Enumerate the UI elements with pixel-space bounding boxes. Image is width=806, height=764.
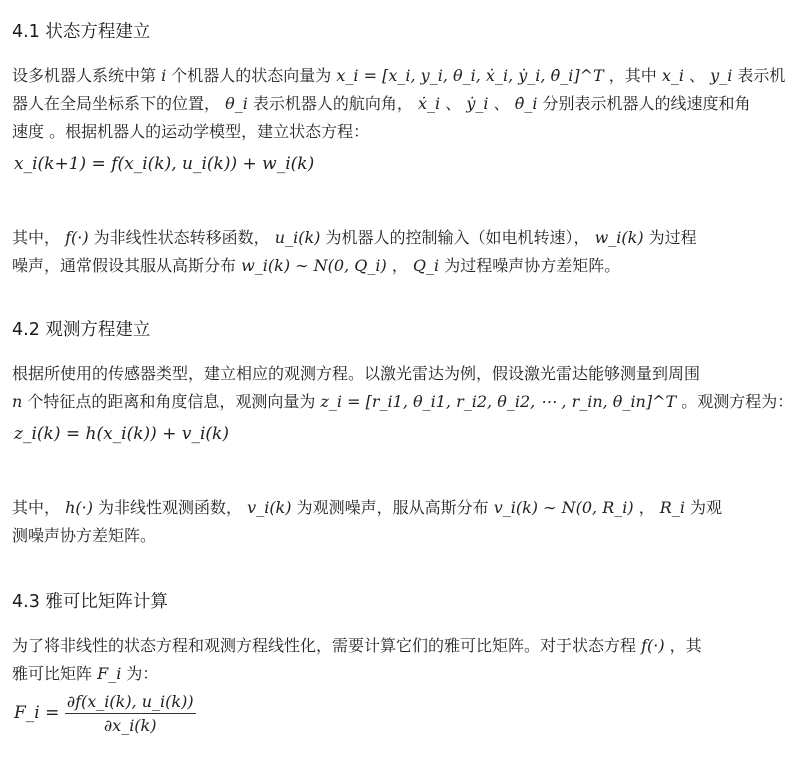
state-equation: x_i(k+1) = f(x_i(k), u_i(k)) + w_i(k) (14, 154, 315, 174)
text: 其中， (12, 498, 66, 517)
text: 其中， (12, 228, 66, 247)
text: 器人在全局坐标系下的位置， (12, 94, 226, 113)
text: 测噪声协方差矩阵。 (12, 526, 157, 545)
text: 根据所使用的传感器类型，建立相应的观测方程。以激光雷达为例，假设激光雷达能够测量到周围 (12, 364, 701, 383)
observation-equation: z_i(k) = h(x_i(k)) + v_i(k) (14, 424, 229, 444)
text: 为观 (684, 498, 723, 517)
math-inline: n (12, 392, 23, 411)
math-inline: x_i = [x_i, y_i, θ_i, ẋ_i, ẏ_i, θ̇_i]^T (336, 66, 604, 85)
math-inline: u_i(k) (274, 228, 321, 247)
fraction-denominator: ∂x_i(k) (103, 716, 157, 735)
text: 雅可比矩阵 (12, 664, 98, 683)
math-inline: z_i = [r_i1, θ_i1, r_i2, θ_i2, ⋯ , r_in, θ_in]^T (320, 392, 677, 411)
text: 为过程噪声协方差矩阵。 (439, 256, 621, 275)
math-inline: v_i(k) (247, 498, 292, 517)
text: 为观测噪声，服从高斯分布 (291, 498, 494, 517)
text: 、 (440, 94, 467, 113)
text: ， (386, 256, 413, 275)
math-inline: v_i(k) ∼ N(0, R_i) (493, 498, 634, 517)
paragraph-state-vector (12, 62, 802, 146)
text: ，其 (664, 636, 702, 655)
text: 为非线性观测函数， (92, 498, 248, 517)
text: 为过程 (643, 228, 697, 247)
math-inline: θ_i (225, 94, 248, 113)
text: 噪声，通常假设其服从高斯分布 (12, 256, 242, 275)
math-inline: F_i (97, 664, 122, 683)
section-heading-4-1: 4.1 状态方程建立 (12, 22, 151, 42)
jacobian-fraction (65, 692, 196, 735)
text: 个特征点的距离和角度信息，观测向量为 (22, 392, 321, 411)
paragraph-jacobian (12, 632, 802, 688)
math-inline: x_i (661, 66, 684, 85)
text: 分别表示机器人的线速度和角 (537, 94, 751, 113)
math-inline: h(·) (65, 498, 93, 517)
paragraph-observation-vector (12, 360, 802, 416)
math-inline: θ̇_i (514, 94, 538, 113)
text: 、 (683, 66, 711, 85)
text: ，其中 (603, 66, 662, 85)
math-inline: f(·) (641, 636, 665, 655)
fraction-numerator: ∂f(x_i(k), u_i(k)) (65, 692, 196, 714)
text: 为： (121, 664, 159, 683)
paragraph-state-explanation (12, 224, 802, 280)
math-inline: f(·) (65, 228, 89, 247)
math-inline: w_i(k) ∼ N(0, Q_i) (241, 256, 387, 275)
paragraph-observation-explanation (12, 494, 802, 550)
text: 表示机器人的航向角， (247, 94, 419, 113)
jacobian-lhs: F_i = (14, 703, 60, 723)
jacobian-equation (14, 692, 196, 735)
math-inline: w_i(k) (594, 228, 644, 247)
text: 为机器人的控制输入（如电机转速）， (320, 228, 595, 247)
math-inline: y_i (710, 66, 733, 85)
math-inline: i (161, 66, 167, 85)
section-heading-4-2: 4.2 观测方程建立 (12, 320, 151, 340)
math-inline: Q_i (412, 256, 440, 275)
text: 表示机 (732, 66, 786, 85)
math-inline: ẋ_i (418, 94, 441, 113)
text: 个机器人的状态向量为 (166, 66, 337, 85)
math-inline: R_i (659, 498, 685, 517)
text: 为了将非线性的状态方程和观测方程线性化，需要计算它们的雅可比矩阵。对于状态方程 (12, 636, 642, 655)
section-heading-4-3: 4.3 雅可比矩阵计算 (12, 592, 168, 612)
math-inline: ẏ_i (466, 94, 489, 113)
text: 速度 。根据机器人的运动学模型，建立状态方程： (12, 122, 370, 141)
text: ， (633, 498, 660, 517)
text: 。观测方程为： (676, 392, 794, 411)
text: 设多机器人系统中第 (12, 66, 162, 85)
text: 为非线性状态转移函数， (88, 228, 275, 247)
text: 、 (488, 94, 515, 113)
